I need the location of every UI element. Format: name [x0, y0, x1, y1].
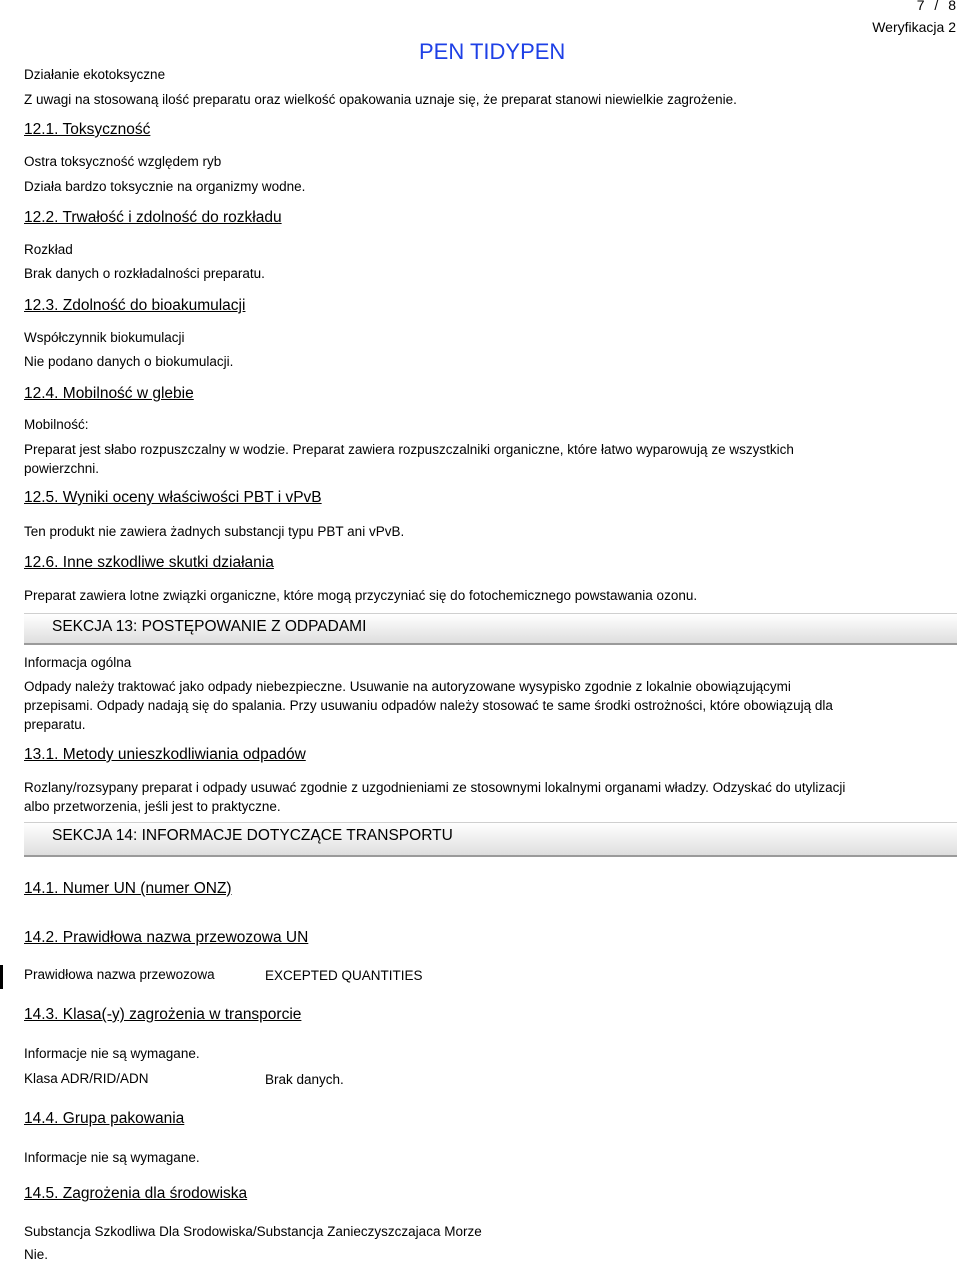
env-hazard-label: Substancja Szkodliwa Dla Srodowiska/Substancja Zanieczyszczajaca Morze — [24, 1224, 482, 1239]
mobility-text-line2: powierzchni. — [24, 461, 100, 476]
degradation-text: Brak danych o rozkładalności preparatu. — [24, 266, 265, 281]
section-12-5-heading: 12.5. Wyniki oceny właściwości PBT i vPvB — [24, 489, 322, 506]
adr-class-label: Klasa ADR/RID/ADN — [24, 1071, 149, 1086]
shipping-name-value: EXCEPTED QUANTITIES — [265, 968, 423, 983]
shipping-name-label: Prawidłowa nazwa przewozowa — [24, 967, 215, 982]
mobility-label: Mobilność: — [24, 417, 89, 432]
ecotox-text: Z uwagi na stosowaną ilość preparatu oraz wielkość opakowania uznaje się, że preparat stanowi niewielkie zagrożenie. — [24, 92, 737, 107]
fish-toxicity-text: Działa bardzo toksycznie na organizmy wodne. — [24, 179, 306, 194]
class-info-text: Informacje nie są wymagane. — [24, 1046, 200, 1061]
waste-text-line2: przepisami. Odpady nadają się do spalania. Przy usuwaniu odpadów należy stosować te same środki ostrożności, które obowiązują dla — [24, 698, 833, 713]
pbt-text: Ten produkt nie zawiera żadnych substancji typu PBT ani vPvB. — [24, 524, 405, 539]
waste-text-line1: Odpady należy traktować jako odpady niebezpieczne. Usuwanie na autoryzowane wysypisko zgodnie z lokalnie obowiązującymi — [24, 679, 791, 694]
general-info-label: Informacja ogólna — [24, 655, 132, 670]
product-title: PEN TIDYPEN — [419, 39, 566, 64]
section-14-5-heading: 14.5. Zagrożenia dla środowiska — [24, 1185, 248, 1202]
ecotox-heading: Działanie ekotoksyczne — [24, 67, 166, 82]
section-13-title: SEKCJA 13: POSTĘPOWANIE Z ODPADAMI — [52, 618, 367, 635]
disposal-text-line2: albo przetworzenia, jeśli jest to praktyczne. — [24, 799, 281, 814]
version-label: Weryfikacja 2 — [872, 19, 956, 35]
disposal-text-line1: Rozlany/rozsypany preparat i odpady usuwać zgodnie z uzgodnieniami ze stosownymi lokalnymi organami władzy. Odzyskać do utylizacji — [24, 780, 846, 795]
change-marker-bar — [0, 965, 3, 989]
fish-toxicity-label: Ostra toksyczność względem ryb — [24, 154, 222, 169]
section-13-header — [24, 613, 957, 645]
env-hazard-value: Nie. — [24, 1247, 49, 1262]
degradation-label: Rozkład — [24, 242, 73, 257]
section-13-1-heading: 13.1. Metody unieszkodliwiania odpadów — [24, 746, 306, 763]
bioaccumulation-text: Nie podano danych o biokumulacji. — [24, 354, 234, 369]
section-14-header — [24, 822, 957, 857]
section-12-3-heading: 12.3. Zdolność do bioakumulacji — [24, 297, 246, 314]
section-12-4-heading: 12.4. Mobilność w glebie — [24, 385, 194, 402]
page-number: 7 / 8 — [916, 0, 956, 13]
section-12-1-heading: 12.1. Toksyczność — [24, 121, 151, 138]
section-14-1-heading: 14.1. Numer UN (numer ONZ) — [24, 880, 232, 897]
mobility-text-line1: Preparat jest słabo rozpuszczalny w wodzie. Preparat zawiera rozpuszczalniki organiczne, które łatwo wyparowują ze wszystkich — [24, 442, 794, 457]
packing-group-info: Informacje nie są wymagane. — [24, 1150, 200, 1165]
section-12-2-heading: 12.2. Trwałość i zdolność do rozkładu — [24, 209, 282, 226]
section-14-4-heading: 14.4. Grupa pakowania — [24, 1110, 185, 1127]
bioaccumulation-label: Współczynnik biokumulacji — [24, 330, 185, 345]
section-12-6-heading: 12.6. Inne szkodliwe skutki działania — [24, 554, 274, 571]
section-14-title: SEKCJA 14: INFORMACJE DOTYCZĄCE TRANSPORTU — [52, 827, 453, 844]
adr-class-value: Brak danych. — [265, 1072, 344, 1087]
section-14-2-heading: 14.2. Prawidłowa nazwa przewozowa UN — [24, 929, 309, 946]
waste-text-line3: preparatu. — [24, 717, 86, 732]
other-effects-text: Preparat zawiera lotne związki organiczne, które mogą przyczyniać się do fotochemicznego powstawania ozonu. — [24, 588, 698, 603]
section-14-3-heading: 14.3. Klasa(-y) zagrożenia w transporcie — [24, 1006, 302, 1023]
